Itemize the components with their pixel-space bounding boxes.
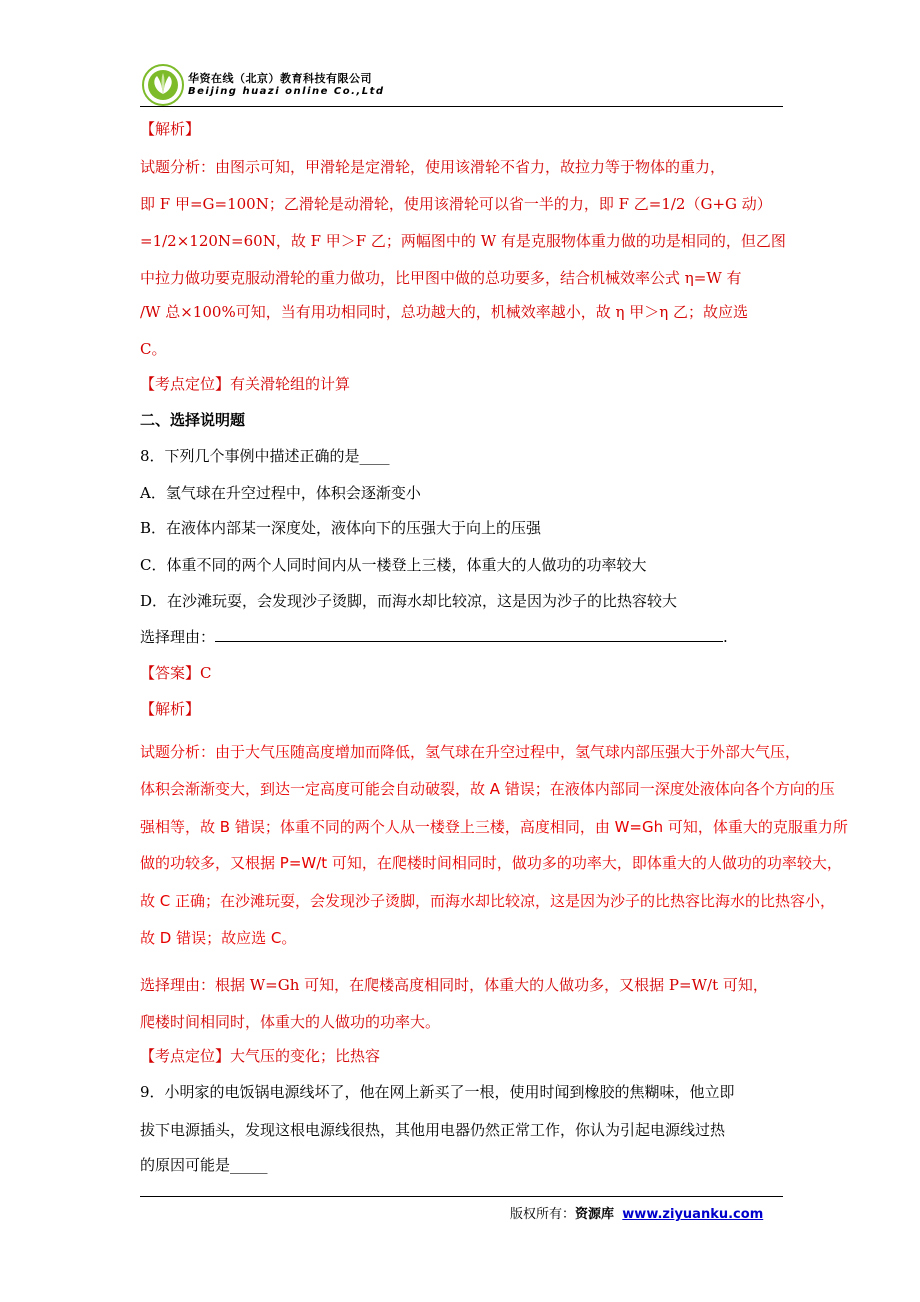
site-link[interactable]: www.ziyuanku.com <box>622 1207 764 1222</box>
analysis-line: 中拉力做功要克服动滑轮的重力做功，比甲图中做的总功要多，结合机械效率公式 η=W 有 <box>140 269 742 287</box>
question-stem: 8．下列几个事例中描述正确的是____ <box>140 447 390 465</box>
footer-rule <box>140 1196 783 1197</box>
question-stem: 的原因可能是_____ <box>140 1156 268 1174</box>
analysis-line: 试题分析：由图示可知，甲滑轮是定滑轮，使用该滑轮不省力，故拉力等于物体的重力， <box>140 158 726 176</box>
analysis-line: 故 C 正确；在沙滩玩耍，会发现沙子烫脚，而海水却比较凉，这是因为沙子的比热容比海水的比热容小， <box>140 892 836 910</box>
analysis-line: 试题分析：由于大气压随高度增加而降低，氢气球在升空过程中，氢气球内部压强大于外部大气压， <box>140 743 801 761</box>
analysis-line: 体积会渐渐变大，到达一定高度可能会自动破裂，故 A 错误；在液体内部同一深度处液体向各个方向的压 <box>140 780 835 798</box>
reason-text: 选择理由：根据 W=Gh 可知，在爬楼高度相同时，体重大的人做功多，又根据 P=W/t 可知， <box>140 976 768 994</box>
question-stem: 9．小明家的电饭锅电源线坏了，他在网上新买了一根，使用时闻到橡胶的焦糊味，他立即 <box>140 1083 735 1101</box>
page-footer <box>510 1203 763 1222</box>
option-a: A．氢气球在升空过程中，体积会逐渐变小 <box>140 484 421 502</box>
option-c: C．体重不同的两个人同时间内从一楼登上三楼，体重大的人做功的功率较大 <box>140 556 647 574</box>
option-d: D．在沙滩玩耍，会发现沙子烫脚，而海水却比较凉，这是因为沙子的比热容较大 <box>140 592 678 610</box>
option-b: B．在液体内部某一深度处，液体向下的压强大于向上的压强 <box>140 519 542 537</box>
analysis-heading: 【解析】 <box>140 700 201 718</box>
analysis-line: 做的功较多，又根据 P=W/t 可知，在爬楼时间相同时，做功多的功率大，即体重大的人做功的功率较大， <box>140 854 842 872</box>
analysis-line: 故 D 错误；故应选 C。 <box>140 929 297 947</box>
analysis-line: 强相等，故 B 错误；体重不同的两个人从一楼登上三楼，高度相同，由 W=Gh 可知，体重大的克服重力所 <box>140 818 848 836</box>
reason-period: . <box>723 628 728 646</box>
analysis-line: C。 <box>140 340 167 358</box>
knowledge-point: 【考点定位】有关滑轮组的计算 <box>140 375 351 393</box>
header-rule <box>140 106 783 107</box>
reason-blank-line <box>140 627 728 647</box>
answer-blank <box>215 627 723 642</box>
analysis-line: 即 F 甲=G=100N；乙滑轮是动滑轮，使用该滑轮可以省一半的力，即 F 乙=1/2（G+G 动） <box>140 195 772 213</box>
company-name-cn: 华资在线（北京）教育科技有限公司 <box>188 72 372 85</box>
company-name-en: Beijing huazi online Co.,Ltd <box>188 86 385 97</box>
analysis-line: =1/2×120N=60N，故 F 甲＞F 乙；两幅图中的 W 有是克服物体重力做的功是相同的，但乙图 <box>140 232 786 250</box>
page-header <box>140 62 782 106</box>
section-title: 二、选择说明题 <box>140 411 246 429</box>
copyright-label: 版权所有： <box>510 1207 576 1222</box>
reason-label: 选择理由： <box>140 628 216 646</box>
analysis-heading: 【解析】 <box>140 120 201 138</box>
knowledge-point: 【考点定位】大气压的变化；比热容 <box>140 1047 381 1065</box>
analysis-line: /W 总×100%可知，当有用功相同时，总功越大的，机械效率越小，故 η 甲＞η 乙；故应选 <box>140 303 748 321</box>
company-logo-icon <box>142 64 184 106</box>
answer-label: 【答案】C <box>140 664 212 682</box>
site-name: 资源库 <box>575 1207 615 1222</box>
reason-text: 爬楼时间相同时，体重大的人做功的功率大。 <box>140 1013 441 1031</box>
question-stem: 拔下电源插头，发现这根电源线很热，其他用电器仍然正常工作，你认为引起电源线过热 <box>140 1121 726 1139</box>
